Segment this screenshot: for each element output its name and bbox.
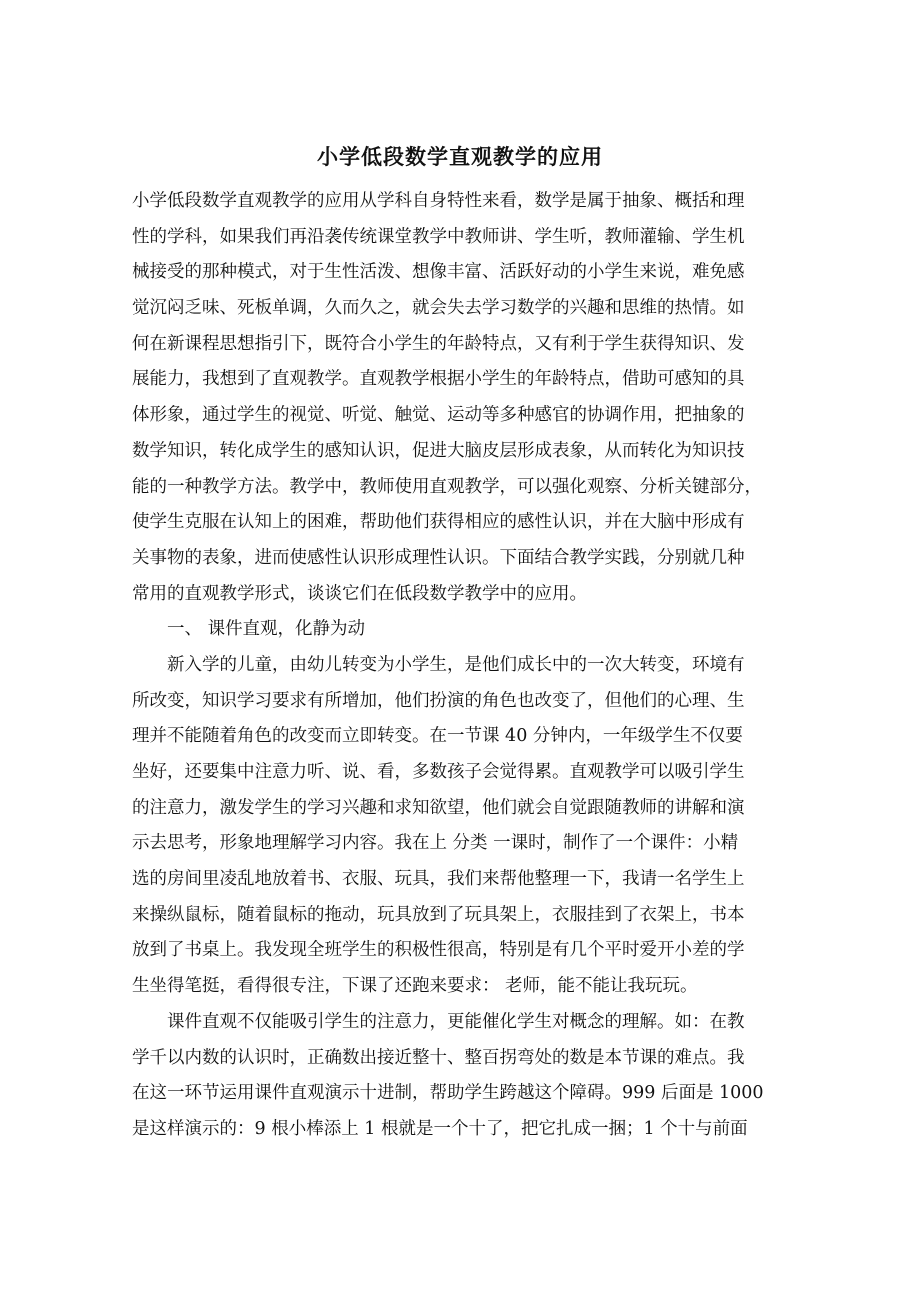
paragraph-line: 的注意力，激发学生的学习兴趣和求知欲望，他们就会自觉跟随教师的讲解和演 xyxy=(132,797,745,818)
paragraph-line: 体形象，通过学生的视觉、听觉、触觉、运动等多种感官的协调作用，把抽象的 xyxy=(132,405,745,426)
paragraph-line: 所改变，知识学习要求有所增加，他们扮演的角色也改变了，但他们的心理、生 xyxy=(132,690,745,711)
paragraph-line: 坐好，还要集中注意力听、说、看，多数孩子会觉得累。直观教学可以吸引学生 xyxy=(132,762,745,782)
paragraph-line: 觉沉闷乏味、死板单调，久而久之，就会失去学习数学的兴趣和思维的热情。如 xyxy=(132,298,745,319)
paragraph-line: 生坐得笔挺，看得很专注，下课了还跑来要求： 老师，能不能让我玩玩。 xyxy=(132,976,698,997)
paragraph-line: 在这一环节运用课件直观演示十进制，帮助学生跨越这个障碍。999 后面是 1000 xyxy=(132,1083,764,1104)
paragraph-line: 小学低段数学直观教学的应用从学科自身特性来看，数学是属于抽象、概括和理 xyxy=(132,191,745,211)
paragraph-line: 使学生克服在认知上的困难，帮助他们获得相应的感性认识，并在大脑中形成有 xyxy=(132,512,745,533)
document-title: 小学低段数学直观教学的应用 xyxy=(317,145,603,169)
paragraph-line: 放到了书桌上。我发现全班学生的积极性很高，特别是有几个平时爱开小差的学 xyxy=(132,940,745,961)
paragraph-line: 来操纵鼠标，随着鼠标的拖动，玩具放到了玩具架上，衣服挂到了衣架上，书本 xyxy=(132,904,745,925)
paragraph-line: 课件直观不仅能吸引学生的注意力，更能催化学生对概念的理解。如：在教 xyxy=(167,1011,745,1032)
paragraph-line: 新入学的儿童，由幼儿转变为小学生，是他们成长中的一次大转变，环境有 xyxy=(167,654,745,675)
document-body xyxy=(132,184,792,1148)
paragraph-line: 能的一种教学方法。教学中，教师使用直观教学，可以强化观察、分析关键部分， xyxy=(132,476,762,497)
section-heading: 一、 课件直观，化静为动 xyxy=(167,619,366,640)
paragraph-line: 常用的直观教学形式，谈谈它们在低段数学教学中的应用。 xyxy=(132,583,587,604)
paragraph-line: 是这样演示的：9 根小棒添上 1 根就是一个十了，把它扎成一捆；1 个十与前面 xyxy=(132,1118,748,1139)
paragraph-line: 何在新课程思想指引下，既符合小学生的年龄特点，又有利于学生获得知识、发 xyxy=(132,333,745,354)
paragraph-line: 性的学科，如果我们再沿袭传统课堂教学中教师讲、学生听，教师灌输、学生机 xyxy=(132,226,745,247)
paragraph-line: 选的房间里凌乱地放着书、衣服、玩具，我们来帮他整理一下，我请一名学生上 xyxy=(132,869,745,890)
paragraph-line: 展能力，我想到了直观教学。直观教学根据小学生的年龄特点，借助可感知的具 xyxy=(132,369,745,390)
paragraph-line: 学千以内数的认识时，正确数出接近整十、整百拐弯处的数是本节课的难点。我 xyxy=(132,1047,745,1068)
paragraph-line: 示去思考，形象地理解学习内容。我在上 分类 一课时，制作了一个课件：小精 xyxy=(132,833,739,854)
paragraph-line: 关事物的表象，进而使感性认识形成理性认识。下面结合教学实践，分别就几种 xyxy=(132,547,745,568)
paragraph-line: 械接受的那种模式，对于生性活泼、想像丰富、活跃好动的小学生来说，难免感 xyxy=(132,262,745,283)
paragraph-line: 理并不能随着角色的改变而立即转变。在一节课 40 分钟内，一年级学生不仅要 xyxy=(132,726,743,747)
paragraph-line: 数学知识，转化成学生的感知认识，促进大脑皮层形成表象，从而转化为知识技 xyxy=(132,440,745,461)
